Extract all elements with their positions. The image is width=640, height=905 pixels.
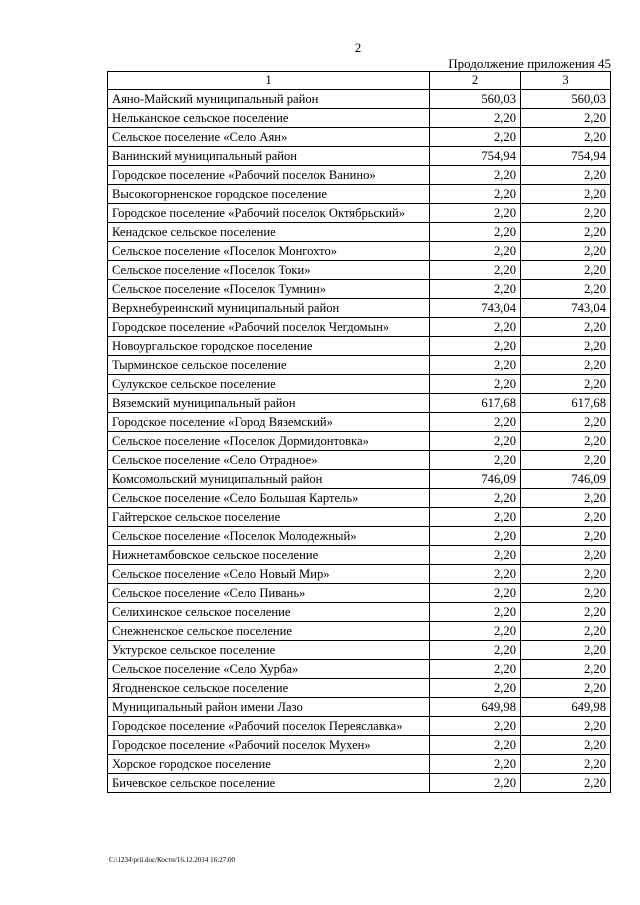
table-row: [108, 280, 611, 299]
row-value-col3: 2,20: [521, 546, 611, 565]
row-name-cell: Сулукское сельское поселение: [108, 375, 430, 394]
row-value-col2: 2,20: [430, 318, 521, 337]
row-name-cell: Аяно-Майский муниципальный район: [108, 90, 430, 109]
row-value-col2: 2,20: [430, 603, 521, 622]
row-value-col2: 2,20: [430, 223, 521, 242]
continuation-label: Продолжение приложения 45: [448, 56, 611, 71]
table-row: [108, 679, 611, 698]
row-value-col2: 2,20: [430, 755, 521, 774]
row-value-col2: 746,09: [430, 470, 521, 489]
row-name-cell: Ягодненское сельское поселение: [108, 679, 430, 698]
table-row: [108, 90, 611, 109]
row-value-col2: 2,20: [430, 337, 521, 356]
table-row: [108, 470, 611, 489]
row-name-cell: Городское поселение «Рабочий поселок Ванино»: [108, 166, 430, 185]
table-row: [108, 755, 611, 774]
table-row: [108, 622, 611, 641]
row-name-cell: Комсомольский муниципальный район: [108, 470, 430, 489]
page-number: 2: [354, 40, 362, 55]
table-row: [108, 223, 611, 242]
row-value-col3: 2,20: [521, 242, 611, 261]
table-row: [108, 546, 611, 565]
table-row: [108, 698, 611, 717]
row-value-col3: 2,20: [521, 413, 611, 432]
row-name-cell: Муниципальный район имени Лазо: [108, 698, 430, 717]
row-value-col3: 746,09: [521, 470, 611, 489]
table-row: [108, 375, 611, 394]
row-value-col2: 2,20: [430, 622, 521, 641]
row-value-col2: 2,20: [430, 641, 521, 660]
row-value-col2: 649,98: [430, 698, 521, 717]
table-row: [108, 584, 611, 603]
row-name-cell: Сельское поселение «Село Пивань»: [108, 584, 430, 603]
row-name-cell: Уктурское сельское поселение: [108, 641, 430, 660]
table-row: [108, 166, 611, 185]
row-value-col3: 2,20: [521, 318, 611, 337]
row-value-col2: 2,20: [430, 736, 521, 755]
row-value-col3: 649,98: [521, 698, 611, 717]
row-name-cell: Городское поселение «Город Вяземский»: [108, 413, 430, 432]
row-value-col2: 560,03: [430, 90, 521, 109]
row-value-col2: 743,04: [430, 299, 521, 318]
table-row: [108, 603, 611, 622]
row-name-cell: Сельское поселение «Поселок Монгохто»: [108, 242, 430, 261]
row-value-col3: 2,20: [521, 261, 611, 280]
row-value-col2: 2,20: [430, 584, 521, 603]
row-value-col3: 2,20: [521, 451, 611, 470]
row-value-col3: 2,20: [521, 128, 611, 147]
row-value-col3: 2,20: [521, 679, 611, 698]
row-value-col3: 2,20: [521, 185, 611, 204]
row-value-col2: 2,20: [430, 242, 521, 261]
row-name-cell: Хорское городское поселение: [108, 755, 430, 774]
row-value-col3: 2,20: [521, 622, 611, 641]
row-value-col2: 2,20: [430, 128, 521, 147]
table-row: [108, 432, 611, 451]
row-name-cell: Сельское поселение «Поселок Дормидонтовка»: [108, 432, 430, 451]
table-row: [108, 318, 611, 337]
row-value-col2: 2,20: [430, 185, 521, 204]
table-body: [108, 90, 611, 793]
row-name-cell: Сельское поселение «Село Хурба»: [108, 660, 430, 679]
table-row: [108, 489, 611, 508]
row-value-col3: 2,20: [521, 584, 611, 603]
table-row: [108, 204, 611, 223]
row-value-col3: 2,20: [521, 508, 611, 527]
row-value-col3: 2,20: [521, 356, 611, 375]
row-name-cell: Сельское поселение «Поселок Тумнин»: [108, 280, 430, 299]
row-value-col2: 2,20: [430, 204, 521, 223]
table-row: [108, 527, 611, 546]
row-name-cell: Городское поселение «Рабочий поселок Переяславка»: [108, 717, 430, 736]
row-value-col3: 617,68: [521, 394, 611, 413]
column-header-2: 2: [430, 72, 521, 90]
row-value-col2: 2,20: [430, 527, 521, 546]
column-header-3: 3: [521, 72, 611, 90]
table-row: [108, 413, 611, 432]
table-row: [108, 299, 611, 318]
row-name-cell: Сельское поселение «Село Большая Картель»: [108, 489, 430, 508]
row-value-col3: 2,20: [521, 489, 611, 508]
column-header-1: 1: [108, 72, 430, 90]
row-value-col3: 2,20: [521, 565, 611, 584]
row-value-col2: 2,20: [430, 508, 521, 527]
row-value-col3: 754,94: [521, 147, 611, 166]
row-value-col2: 2,20: [430, 413, 521, 432]
row-name-cell: Вяземский муниципальный район: [108, 394, 430, 413]
row-name-cell: Сельское поселение «Поселок Молодежный»: [108, 527, 430, 546]
row-name-cell: Кенадское сельское поселение: [108, 223, 430, 242]
row-value-col3: 743,04: [521, 299, 611, 318]
row-name-cell: Высокогорненское городское поселение: [108, 185, 430, 204]
table-row: [108, 356, 611, 375]
row-value-col3: 2,20: [521, 641, 611, 660]
row-value-col2: 2,20: [430, 261, 521, 280]
table-row: [108, 109, 611, 128]
table-row: [108, 660, 611, 679]
row-name-cell: Новоургальское городское поселение: [108, 337, 430, 356]
row-value-col2: 2,20: [430, 451, 521, 470]
row-value-col3: 2,20: [521, 204, 611, 223]
row-value-col3: 2,20: [521, 375, 611, 394]
row-value-col2: 2,20: [430, 432, 521, 451]
file-path-footer: C:\1234\pril.doc/Кости/16.12.2014 16:27:00: [109, 856, 236, 864]
row-value-col3: 2,20: [521, 774, 611, 793]
table-row: [108, 736, 611, 755]
row-value-col2: 2,20: [430, 356, 521, 375]
row-name-cell: Нижнетамбовское сельское поселение: [108, 546, 430, 565]
row-value-col2: 754,94: [430, 147, 521, 166]
row-name-cell: Сельское поселение «Село Отрадное»: [108, 451, 430, 470]
table-row: [108, 717, 611, 736]
row-value-col3: 2,20: [521, 109, 611, 128]
row-name-cell: Городское поселение «Рабочий поселок Мухен»: [108, 736, 430, 755]
table-row: [108, 128, 611, 147]
row-value-col3: 560,03: [521, 90, 611, 109]
appendix-table: [107, 71, 611, 793]
row-value-col2: 2,20: [430, 166, 521, 185]
row-name-cell: Сельское поселение «Село Аян»: [108, 128, 430, 147]
row-value-col2: 617,68: [430, 394, 521, 413]
table-row: [108, 147, 611, 166]
table-row: [108, 185, 611, 204]
table-row: [108, 451, 611, 470]
row-value-col2: 2,20: [430, 375, 521, 394]
table-row: [108, 394, 611, 413]
table-row: [108, 508, 611, 527]
row-name-cell: Гайтерское сельское поселение: [108, 508, 430, 527]
row-value-col3: 2,20: [521, 527, 611, 546]
row-name-cell: Селихинское сельское поселение: [108, 603, 430, 622]
row-value-col3: 2,20: [521, 603, 611, 622]
table-row: [108, 565, 611, 584]
row-value-col2: 2,20: [430, 489, 521, 508]
row-value-col3: 2,20: [521, 432, 611, 451]
table-row: [108, 337, 611, 356]
row-name-cell: Сельское поселение «Село Новый Мир»: [108, 565, 430, 584]
table-row: [108, 641, 611, 660]
row-value-col2: 2,20: [430, 109, 521, 128]
table-header: [108, 72, 611, 90]
row-value-col2: 2,20: [430, 774, 521, 793]
row-name-cell: Тырминское сельское поселение: [108, 356, 430, 375]
row-value-col3: 2,20: [521, 166, 611, 185]
table-row: [108, 242, 611, 261]
row-name-cell: Бичевское сельское поселение: [108, 774, 430, 793]
row-name-cell: Городское поселение «Рабочий поселок Октябрьский»: [108, 204, 430, 223]
row-value-col2: 2,20: [430, 546, 521, 565]
table-row: [108, 261, 611, 280]
row-value-col2: 2,20: [430, 679, 521, 698]
row-value-col3: 2,20: [521, 660, 611, 679]
row-name-cell: Ванинский муниципальный район: [108, 147, 430, 166]
row-value-col3: 2,20: [521, 223, 611, 242]
row-value-col2: 2,20: [430, 280, 521, 299]
row-name-cell: Верхнебуреинский муниципальный район: [108, 299, 430, 318]
row-value-col2: 2,20: [430, 660, 521, 679]
table-row: [108, 774, 611, 793]
row-name-cell: Городское поселение «Рабочий поселок Чегдомын»: [108, 318, 430, 337]
row-value-col3: 2,20: [521, 717, 611, 736]
row-name-cell: Сельское поселение «Поселок Токи»: [108, 261, 430, 280]
row-value-col3: 2,20: [521, 337, 611, 356]
row-name-cell: Нельканское сельское поселение: [108, 109, 430, 128]
row-value-col2: 2,20: [430, 717, 521, 736]
row-name-cell: Снежненское сельское поселение: [108, 622, 430, 641]
row-value-col3: 2,20: [521, 755, 611, 774]
row-value-col2: 2,20: [430, 565, 521, 584]
row-value-col3: 2,20: [521, 280, 611, 299]
row-value-col3: 2,20: [521, 736, 611, 755]
